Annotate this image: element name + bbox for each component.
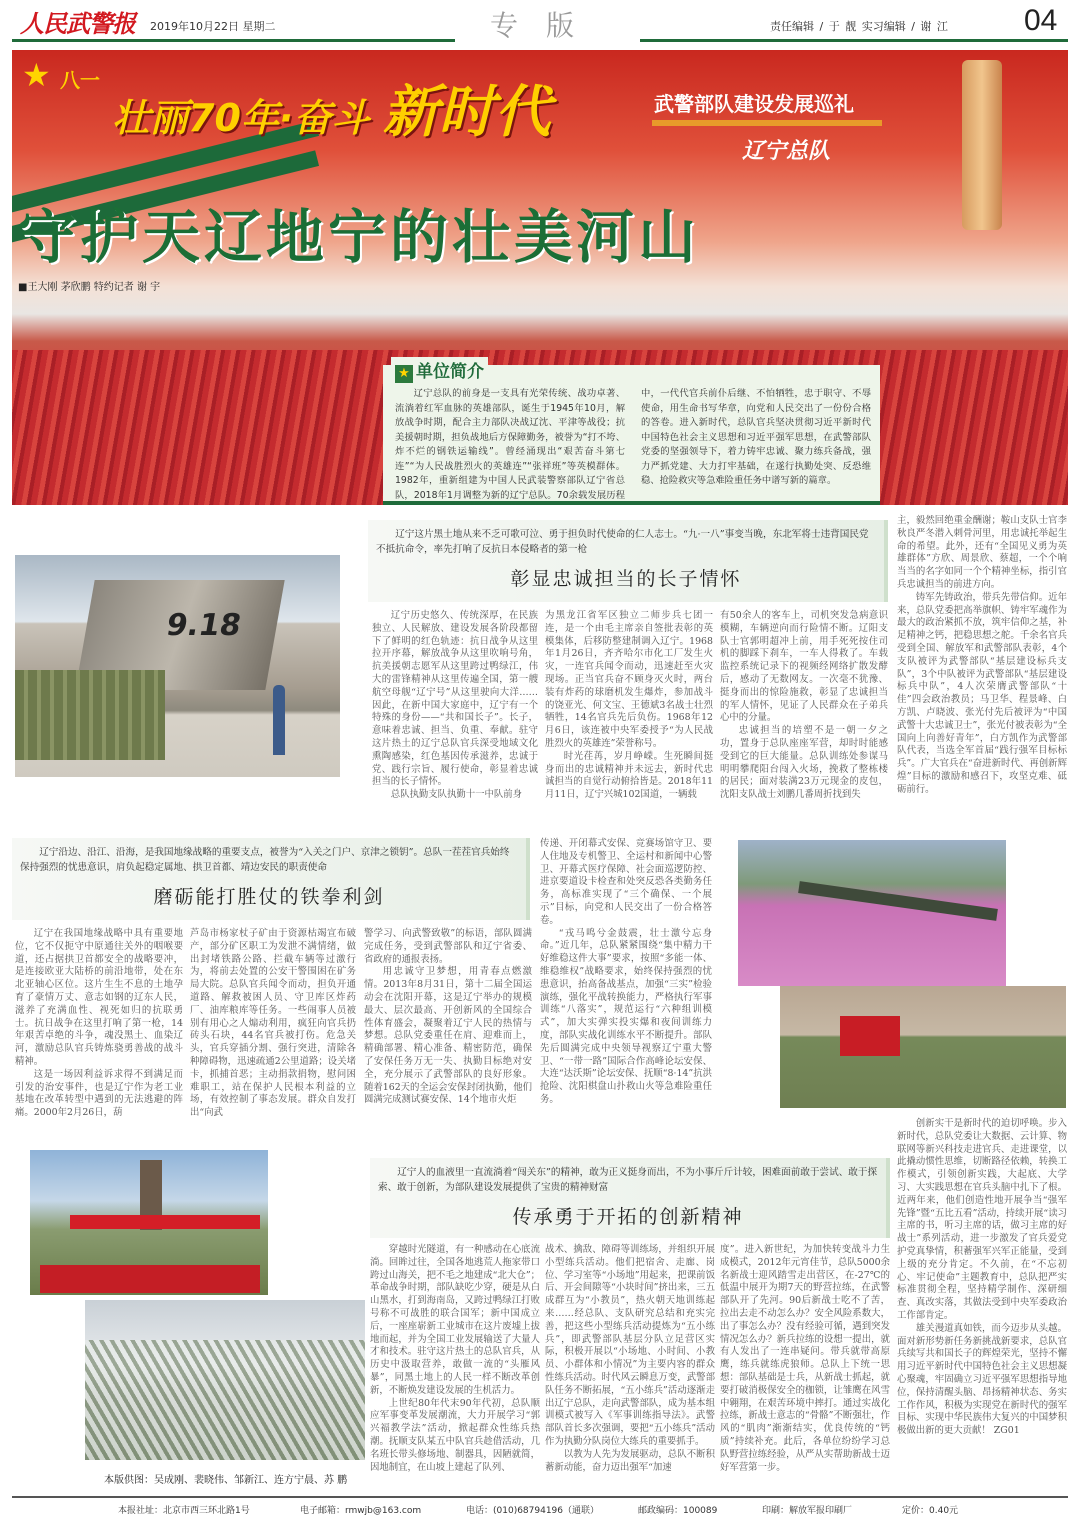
- soldiers: [15, 670, 165, 760]
- paragraph: 芦岛市杨家杖子矿由于资源枯竭宣布破产，部分矿区职工为发泄不满情绪，做出封堵铁路公路、拦截车辆等过激行为，将前去处置的公安干警围困在矿务局大院。总队官兵闻令而动，担负开通道路、解救被困人员、守卫库区炸药厂、油库粮库等任务。一些闹事人员被别有用心之人煽动利用，疯狂向官兵扔砖头石块，44名官兵被打伤。危急关头，官兵穿插分割、强行突进，清除各种障碍物，迅速疏通2公里道路；设关堵卡，抓捕首恶；主动捐款捐物，慰问困难职工，站在保护人民根本利益的立场，有效控制了事态发展。群众自发打出“向武: [190, 928, 356, 1119]
- paragraph: 为黑龙江省军区独立二师步兵七团一连，是一个由毛主席亲自签批表彰的英模集体，后移防整建制调入辽宁。1968年1月26日，齐齐哈尔市化工厂发生火灾，一连官兵闻令而动，迅速赶至火灾现场。正当官兵奋不顾身灭火时，两台装有炸药的球磨机发生爆炸，参加战斗的饶亚光、何文宝、王德斌3名战士壮烈牺牲，14名官兵先后负伤。1968年12月6日，该连被中央军委授予“为人民战胜烈火的英雄连”荣誉称号。: [545, 610, 713, 749]
- section3-title: 传承勇于开拓的创新精神: [512, 1206, 744, 1228]
- issue-date: 2019年10月22日 星期二: [150, 20, 276, 33]
- section2-lead: 辽宁沿边、沿江、沿海，是我国地缘战略的重要支点，被誉为“入关之门户、京津之锁钥”。总队一茬茬官兵始终保持强烈的忧患意识，肩负起稳定属地、拱卫首都、靖边安民的职责使命: [20, 847, 510, 873]
- paragraph: 忠诚担当的培塑不是一朝一夕之功，置身于总队座座军营，却时时能感受到它的巨大能量。总队训练处参谋马明明攀爬阳台闯入火场，挽救了整栋楼的居民；面对装满23万元现金的皮包，沈阳支队战士刘鹏几番周折找到失: [720, 725, 888, 801]
- unit-name: 辽宁总队: [742, 139, 831, 164]
- section3-lead-box: [370, 1158, 890, 1238]
- footer-address: 本报社址：北京市西三环北路1号: [118, 1506, 250, 1516]
- lake-training-photo: [738, 840, 1006, 986]
- paragraph: 辽宁历史悠久、传统深厚，在民族独立、人民解放、建设发展各阶段都留下了鲜明的红色轨迹：抗日战争从这里拉开序幕，解放战争从这里吹响号角，抗美援朝志愿军从这里跨过鸭绿江，伟大的雷锋精神从这里传遍全国，第一艘航空母舰“辽宁号”从这里驶向大洋……因此，在新中国大家庭中，辽宁有一个特殊的身份——“共和国长子”。长子，意味着忠诚、担当、负重、奉献。驻守这片热土的辽宁总队官兵深受地域文化熏陶感染，红色基因传承滋养，忠诚于党、践行宗旨、履行使命，彰显着忠诚担当的长子情怀。: [372, 610, 538, 788]
- section1-column: [372, 610, 538, 802]
- slogan-part-a: 壮丽70年·奋斗: [112, 96, 370, 140]
- paragraph: 用忠诚守卫梦想，用青春点燃激情。2013年8月31日，第十二届全国运动会在沈阳开幕，这是辽宁举办的规模最大、层次最高、开创新风的全国综合性体育盛会，凝聚着辽宁人民的热情与梦想。总队党委重任在肩、迎难而上，精确部署、精心准备、精密防范，确保了安保任务万无一失、执勤目标绝对安全，充分展示了武警部队的良好形象。随着162天的全运会安保封闭执勤，他们圆满完成测试赛安保、14个地市火炬: [364, 966, 532, 1106]
- paragraph: 时光荏苒，岁月峥嵘。生死瞬间挺身而出的忠诚精神并未远去，新时代忠诚担当的自觉行动俯拾皆是。2018年11月11日，辽宁兴城102国道，一辆载: [545, 750, 713, 801]
- intro-title-text: 单位简介: [416, 362, 484, 382]
- bayi-emblem-text: 八一: [60, 68, 100, 92]
- paragraph: 铸军先铸政治，带兵先带信仰。近年来，总队党委把高举旗帜、铸牢军魂作为最大的政治紧抓不放，筑牢信仰之基，补足精神之钙，把稳思想之舵。千余名官兵受到全国、解放军和武警部队表彰，4个支队被评为武警部队“基层建设标兵支队”，3个中队被评为武警部队“基层建设标兵中队”，4人次荣膺武警部队“十佳”四会政治教员；马卫华、程景峰、白方凯、卢晓波、张光付先后被评为“中国武警十大忠诚卫士”，张光付被表彰为“全国向上向善好青年”，白方凯作为武警部队代表，当选全军首届“践行强军目标标兵”。广大官兵在“奋进新时代、再创新辉煌”目标的激励和感召下，攻坚克难、砥砺前行。: [897, 591, 1067, 795]
- rope-bridge: [798, 881, 998, 921]
- paragraph: 辽宁总队的前身是一支具有光荣传统、战功卓著、流淌着红军血脉的英雄部队，诞生于1945年10月，解放战争时期，配合主力部队决战辽沈、平津等战役；抗美援朝时期，担负战地后方保障勤务，被誉为“打不垮、炸不烂的钢铁运输线”。曾经涌现出“艰苦奋斗第七连”“为人民战胜烈火的英雄连”“张祥班”等英模群体。1982年，重新组建为中国人民武装警察部队辽宁省总队，2018年1月调整为新的辽宁总队。70余载发展历程中，一代代官兵前仆后继、不怕牺牲，忠于职守、不辱使命，用生命书写华章，向党和人民交出了一份份合格的答卷。进入新时代，总队官兵坚决贯彻习近平新时代中国特色社会主义思想和习近平强军思想，在武警部队党委的坚强领导下，着力铸牢忠诚、聚力练兵备战，强力严抓党建、大力打牢基础，在遂行执勤处突、反恐维稳、抢险救灾等急难险重任务中谱写新的篇章。: [395, 388, 871, 501]
- soldiers-flag-photo: [780, 986, 1066, 1108]
- paragraph: 上世纪80年代末90年代初，总队顺应军事变革发展潮流，大力开展学习“郭兴福教学法”活动，掀起群众性练兵热潮。抚顺支队某五中队官兵趁借活动，几名班长带头修场地、制器具，因陋就简，因地制宜，在山坡上建起了队列、: [370, 1397, 540, 1473]
- paragraph: 警学习、向武警致敬”的标语，部队圆满完成任务，受到武警部队和辽宁省委、省政府的通报表扬。: [364, 928, 532, 965]
- monument-inscription: 9.18: [163, 608, 244, 643]
- section3-lead: 辽宁人的血液里一直流淌着“闯关东”的精神，敢为正义挺身而出，不为小事斤斤计较，困难面前敢于尝试、敢于探索、敢于创新，为部队建设发展提供了宝贵的精神财富: [378, 1167, 878, 1193]
- star-icon: ★: [22, 56, 51, 94]
- section3-column: [370, 1244, 540, 1474]
- award-banner: [840, 1016, 900, 1056]
- paragraph: “戎马鸣兮金鼓震，壮士激兮忘身命。”近几年，总队紧紧围绕“集中精力干好维稳这件大事”要求，按照“多能一体、维稳维权”战略要求，始终保持强烈的忧患意识，抬高备战基点，加强“三实”检验演练，强化平战转换能力，严格执行军事训练“八落实”，规范运行“六种组训模式”，加大实弹实投实爆和夜间训练力度，部队实战化训练水平不断提升。部队先后圆满完成中央领导视察辽宁重大警卫、“一带一路”国际合作高峰论坛安保、大连“达沃斯”论坛安保、抚顺“8·14”抗洪抢险、沈阳棋盘山扑救山火等急难险重任务。: [540, 927, 712, 1105]
- paragraph: 这是一场因利益诉求得不到满足而引发的治安事件，也是辽宁作为老工业基地在改革转型中遇到的无法逃避的阵痛。2000年2月26日，葫: [15, 1068, 183, 1119]
- red-flag: [40, 1265, 260, 1293]
- snowy-hill: [85, 1340, 365, 1460]
- slogan-part-b: 新时代: [382, 79, 551, 145]
- header-rule-right: [640, 39, 1068, 42]
- unit-intro-text: [395, 387, 871, 503]
- paragraph: 传递、开闭幕式安保、竞赛场馆守卫、要人住地及专机警卫、全运村和新闻中心警卫、开幕式医疗保障、社会面巡逻防控、进京要道设卡检查和处突反恐各类勤务任务，高标准实现了“三个确保、一个展示”目标，向党和人民交出了一份合格答卷。: [540, 838, 712, 926]
- masthead-logo: 人民武警报: [20, 9, 135, 38]
- footer-phone: 电话：(010)68794196（通联）: [466, 1506, 600, 1516]
- paragraph: 穿越时光隧道，有一种感动在心底流淌。回眸过往，全国各地逃荒人拖家带口跨过山海关，把不毛之地建成“北大仓”；革命战争时期，部队缺吃少穿，硬是从白山黑水，打到海南岛，又跨过鸭绿江打败号称不可战胜的联合国军；新中国成立后，一座座崭新工业城市在这片废墟上拔地而起，并为全国工业发展输送了大量人才和技术。驻守这片热土的总队官兵，从历史中汲取营养，敢做一流的“头雁风暴”，同黑土地上的人民一样不断改革创新，不断焕发建设发展的生机活力。: [370, 1244, 540, 1396]
- paragraph: 雄关漫道真如铁，而今迈步从头越。面对新形势新任务新挑战新要求，总队官兵续写共和国长子的辉煌荣光，坚持不懈用习近平新时代中国特色社会主义思想凝心聚魂，牢固确立习近平强军思想指导地位，保持清醒头脑、昂扬精神状态、务实工作作风，积极为实现党在新时代的强军目标、实现中华民族伟大复兴的中国梦积极做出新的更大贡献！ ZG01: [897, 1322, 1067, 1437]
- paragraph: 以教为人先为发展驱动，总队不断积蓄新动能，奋力迈出强军“加速: [545, 1448, 715, 1473]
- section2-column: [15, 928, 183, 1120]
- paragraph: 度”。进入新世纪，为加快转变战斗力生成模式，2012年元宵佳节，总队5000余名新战士迎风踏雪走出营区，在-27℃的低温中展开为期7天的野营拉练，在武警部队开了先河。90后新战士吃不了苦，拉出去走不动怎么办？安全风险系数大，出了事怎么办？没有经验可循，遇到突发情况怎么办？新兵拉练的设想一提出，就有人发出了一连串疑问。带兵就带高原鹰，练兵就练虎狼师。总队上下统一思想：部队基础是士兵，从新战士抓起，就要打破消极保安全的枷锁，让雏鹰在风雪中翱翔，在艰苦环境中摔打。通过实战化拉练，新战士意志的“骨骼”不断强壮，作风的“肌肉”渐渐结实，优良传统的“钙质”持续补充。此后，各单位纷纷学习总队野营拉练经验，从严从实帮助新战士迈好军营第一步。: [720, 1244, 890, 1473]
- guide: [273, 685, 285, 755]
- footer-price: 定价：0.40元: [902, 1506, 959, 1516]
- section1-column: [545, 610, 713, 802]
- page-headline: 守护天辽地宁的壮美河山: [18, 203, 701, 271]
- section1-title: 彰显忠诚担当的长子情怀: [510, 568, 742, 590]
- section3-column: [897, 1118, 1067, 1438]
- section2-title: 磨砺能打胜仗的铁拳利剑: [153, 886, 385, 908]
- paragraph: 有50余人的客车上，司机突发急病意识模糊，车辆逆向而行险情不断。辽阳支队士官郭明超冲上前，用手死死按住司机的脚踩下刹车，一车人得救了。车载监控系统记录下的视频经网络扩散发酵后，感动了无数网友。一次毫不犹豫、挺身而出的惊险施救，彰显了忠诚担当的军人情怀，见证了人民群众在子弟兵心中的分量。: [720, 610, 888, 724]
- header-rule-left: [12, 39, 455, 42]
- monument-soldiers-photo: [15, 555, 340, 777]
- section1-column: [720, 610, 888, 802]
- footer-email: 电子邮箱：rmwjb@163.com: [300, 1506, 422, 1516]
- section2-column: [540, 838, 712, 1107]
- byline: ■王大刚 茅欣鹏 特约记者 谢 宇: [18, 282, 161, 293]
- section2-lead-box: [12, 838, 530, 920]
- footer-printer: 印刷：解放军报印刷厂: [762, 1506, 853, 1516]
- series-title: 武警部队建设发展巡礼: [654, 92, 854, 116]
- statue-ceremony-photo: [30, 1150, 268, 1295]
- section2-column: [190, 928, 356, 1120]
- section1-lead-box: [368, 520, 888, 602]
- star-icon: ★: [395, 365, 413, 383]
- banner-slogan: [112, 68, 551, 148]
- editors: 责任编辑 / 于 靓 实习编辑 / 谢 江: [770, 20, 948, 33]
- red-banner: [70, 1215, 260, 1229]
- page-number: 04: [1024, 4, 1058, 37]
- section3-column: [720, 1244, 890, 1474]
- series-underline: [652, 120, 882, 126]
- footer-rule: [12, 1496, 1068, 1498]
- section2-column: [364, 928, 532, 1107]
- huabiao-pillar-image: [962, 60, 1002, 230]
- snow-march-photo: [85, 1300, 365, 1460]
- paragraph: 总队执勤支队执勤十一中队前身: [390, 789, 523, 801]
- section1-column: [897, 515, 1067, 797]
- section3-column: [545, 1244, 715, 1474]
- paragraph: 战术、擒敌、障碍等训练场，并组织开展小型练兵活动。他们把宿舍、走廊、岗位、学习室等“小场地”用起来，把课前饭后、开会间隙等“小块时间”挤出来，三五成群互为“小教员”，热火朝天地训练起来……经总队、支队研究总结和充实完善，把这些小型练兵活动提炼为“五小练兵”，即武警部队基层分队立足营区实际，积极开展以“小场地、小时间、小教员、小群体和小情况”为主要内容的群众性练兵活动。时代风云瞬息万变，武警部队任务不断拓展，“五小练兵”活动逐渐走出辽宁总队，走向武警部队，成为基本组训模式被写入《军事训练指导法》。武警部队首长多次强调，要把“五小练兵”活动作为执勤分队岗位大练兵的重要抓手。: [545, 1244, 715, 1447]
- unit-intro-title: [391, 357, 488, 383]
- paragraph: 创新实干是新时代的迫切呼唤。步入新时代，总队党委让大数据、云计算、物联网等新兴科技走进官兵、走进课堂，以此撬动惯性思维，切断路径依赖，转换工作模式，引领创新实践，大起底、大学习、大实践思想在官兵头脑中扎下了根。近两年来，他们创造性地开展争当“强军先锋”暨“五比五看”活动，持续开展“读习主席的书，听习主席的话，做习主席的好战士”系列活动，进一步激发了官兵爱党护党真挚情，积蓄强军兴军正能量，受到上级的充分肯定。不久前，在“不忘初心、牢记使命”主题教育中，总队把严实标准贯彻全程，坚持精学制作、深研细查、真改实落，其做法受到中央军委政治工作部肯定。: [897, 1118, 1067, 1321]
- section1-lead: 辽宁这片黑土地从来不乏可歌可泣、勇于担负时代使命的仁人志士。“九·一八”事变当晚，东北军将士违背国民党不抵抗命令，率先打响了反抗日本侵略者的第一枪: [376, 529, 869, 555]
- paragraph: 主，毅然回绝重金酬谢；鞍山支队士官李秋良严冬潜入刺骨河里，用忠诚托举起生命的希望。此外，还有“全国见义勇为英雄群体”方欣、周景欣、蔡超，一个个响当当的名字如同一个个精神坐标，指引官兵忠诚担当的前进方向。: [897, 515, 1067, 590]
- photo-credits: 本版供图：吴成刚、裴晓伟、邹新江、连方宁晨、苏 鹏: [104, 1475, 348, 1486]
- paragraph: 辽宁在我国地缘战略中具有重要地位，它不仅扼守中原通往关外的咽喉要道，还占据拱卫首都安全的战略要冲，是连接欧亚大陆桥的前沿地带，处在东北亚轴心区位。这片生生不息的土地孕育了豪情万丈、意志如钢的辽东人民，滋养了充满血性、视死如归的抗联勇士。抗日战争在这里打响了第一枪，14年艰苦卓绝的斗争，魂没黑土、血染辽河，激励总队官兵铸炼骁勇善战的战斗精神。: [15, 928, 183, 1067]
- footer-postcode: 邮政编码：100089: [638, 1506, 718, 1516]
- section-name: 专版: [490, 9, 603, 42]
- unit-intro-box: [383, 362, 880, 505]
